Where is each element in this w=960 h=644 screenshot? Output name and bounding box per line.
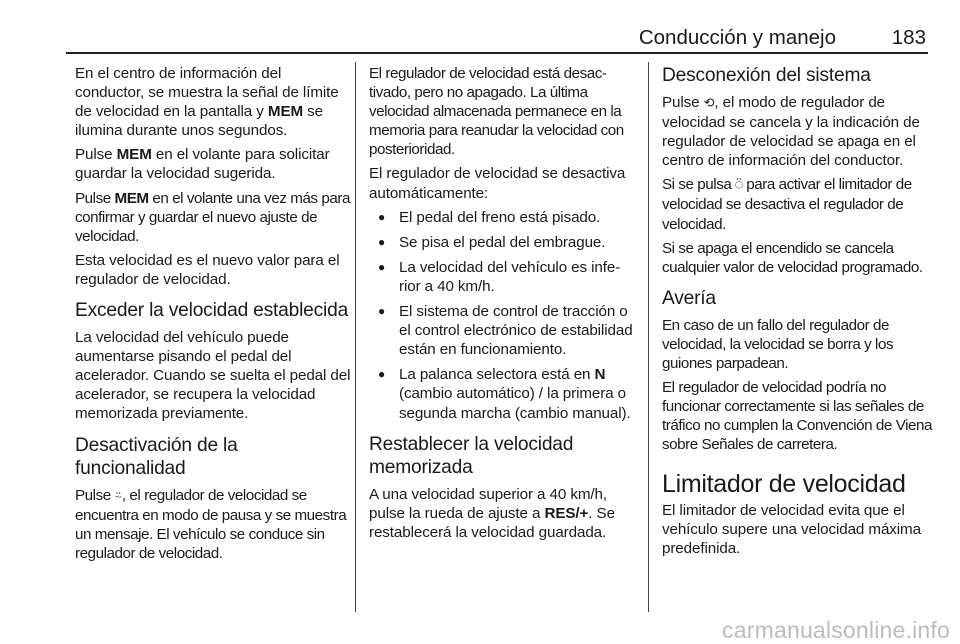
- list-item: ● La palanca selectora está en N (cambio automático) / la primera o segunda marcha (cambio manual).: [369, 365, 634, 422]
- mem-label: MEM: [267, 103, 304, 121]
- paragraph-exceed: La velocidad del vehículo puede aumentarse pisando el pedal del acelerador. Cuando se suelta el pedal del acelerador, se recupera la velocidad memorizada previamente.: [75, 329, 351, 423]
- speed-limiter-icon: ⍥: [735, 178, 743, 194]
- heading-deactivation: Desactivación de la funcionalidad: [75, 434, 238, 479]
- cruise-pause-icon: ⍨: [114, 488, 122, 504]
- list-item: ● Se pisa el pedal del embrague.: [369, 233, 634, 252]
- paragraph-vienna: El regulador de velocidad podría no funcionar correctamente si las señales de tráfico no cumplen la Convención de Viena sobre Señales de carretera.: [662, 379, 933, 454]
- page-number: 183: [891, 26, 926, 49]
- paragraph-deactivation: Pulse ⍨, el regulador de velocidad se encuentra en modo de pausa y se muestra un mensaje. El vehículo se conduce sin regulador de velocidad.: [75, 486, 347, 562]
- paragraph-mem-confirm: Pulse MEM en el volante una vez más para confirmar y guardar el nuevo ajuste de velocidad.: [75, 189, 350, 245]
- paragraph-new-value: Esta velocidad es el nuevo valor para el regulador de velocidad.: [75, 251, 340, 288]
- heading-restore-speed: Restablecer la velocidad memorizada: [369, 433, 574, 478]
- list-item: ● La velocidad del vehículo es inferior a 40 km/h.: [369, 258, 634, 296]
- paragraph-auto-deactivate: El regulador de velocidad se desactiva automáticamente:: [369, 165, 626, 202]
- paragraph-disconnect: Pulse ⟲, el modo de regulador de velocidad se cancela y la indicación de regulador de velocidad se apaga en el centro de información del conductor.: [662, 94, 920, 170]
- heading-exceed-speed: Exceder la velocidad establecida: [75, 300, 349, 322]
- column-divider-left: [355, 62, 356, 612]
- mem-label: MEM: [114, 189, 149, 207]
- paragraph-deactivated: El regulador de velocidad está desactivado, pero no apagado. La última velocidad almacenada permanece en la memoria para reanudar la velocidad con posterioridad.: [369, 65, 624, 159]
- heading-disconnect: Desconexión del sistema: [662, 65, 871, 86]
- heading-fault: Avería: [662, 287, 716, 309]
- page-header: [66, 24, 928, 54]
- paragraph-restore: A una velocidad superior a 40 km/h, pulse la rueda de ajuste a RES/+. Se restablecerá la velocidad guardada.: [369, 485, 615, 541]
- deactivation-list: [369, 208, 634, 423]
- cruise-off-icon: ⟲: [703, 96, 715, 111]
- list-item: ● El pedal del freno está pisado.: [369, 208, 634, 227]
- res-label: RES/+: [544, 504, 589, 522]
- paragraph-ignition-off: Si se apaga el encendido se cancela cualquier valor de velocidad programado.: [662, 239, 923, 276]
- paragraph-mem-request: Pulse MEM en el volante para solicitar guardar la velocidad sugerida.: [75, 146, 330, 183]
- paragraph-speed-sign: En el centro de información del conductor, se muestra la señal de límite de velocidad en la pantalla y MEM se ilumina durante unos segundos.: [75, 65, 339, 140]
- column-divider-right: [648, 62, 649, 612]
- heading-speed-limiter: Limitador de velocidad: [662, 469, 906, 498]
- column-right: [662, 64, 938, 563]
- column-middle: [369, 64, 634, 547]
- paragraph-limiter: El limitador de velocidad evita que el vehículo supere una velocidad máxima predefinida.: [662, 501, 921, 557]
- watermark: carmanualsonline.info: [722, 617, 950, 643]
- mem-label: MEM: [116, 146, 152, 164]
- paragraph-limiter-press: Si se pulsa ⍥ para activar el limitador de velocidad se desactiva el regulador de velocidad.: [662, 176, 912, 233]
- paragraph-fault: En caso de un fallo del regulador de velocidad, la velocidad se borra y los guiones parpadean.: [662, 316, 894, 373]
- list-item: ● El sistema de control de tracción o el control electrónico de estabilidad están en funcionamiento.: [369, 302, 634, 359]
- header-rule: [66, 52, 928, 54]
- column-left: [75, 64, 351, 568]
- section-title: Conducción y manejo: [638, 26, 836, 49]
